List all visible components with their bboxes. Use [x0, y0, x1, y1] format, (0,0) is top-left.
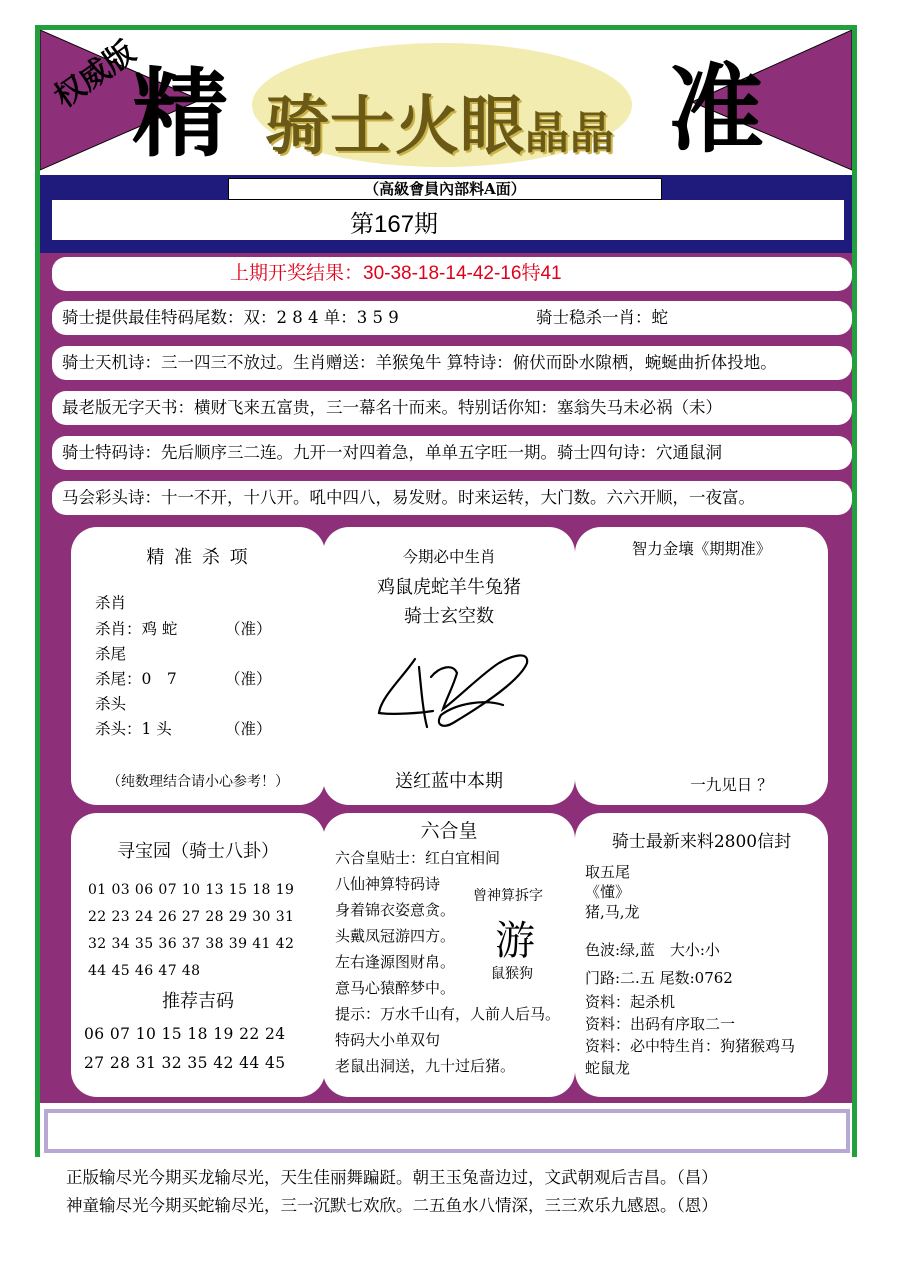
content-area — [40, 253, 852, 1103]
kill-tail-value: 杀尾：0 7 — [95, 670, 177, 688]
title-small: 晶晶 — [525, 108, 615, 159]
tail-tip-text: 骑士提供最佳特码尾数：双：2 8 4 单：3 5 9 — [62, 308, 399, 327]
liuhe-line-5: 左右逢源图财帛。 — [335, 953, 456, 971]
liuhe-line-1: 六合皇贴士：红白宜相间 — [335, 849, 501, 867]
left-big-char: 精 — [132, 57, 228, 170]
footer-band — [40, 1103, 852, 1157]
liuhe-line-4: 头戴凤冠游四方。 — [335, 927, 456, 945]
liuhe-line-8: 特码大小单双句 — [335, 1031, 441, 1049]
letters-line-5: 色波:绿,蓝 大小:小 — [585, 941, 720, 959]
letters-title: 骑士最新来料2800信封 — [611, 832, 792, 852]
lucky-row-2: 27 28 31 32 35 42 44 45 — [84, 1054, 286, 1072]
wisdom-title: 智力金壤《期期准》 — [631, 540, 772, 558]
tail-tip-row — [52, 301, 852, 335]
poem-row-2: 最老版无字天书：横财飞来五富贵，三一幕名十而来。特别话你知：塞翁失马未必祸（未） — [52, 391, 852, 425]
kill-panel — [71, 527, 325, 805]
kill-one-text: 骑士稳杀一肖：蛇 — [536, 308, 668, 327]
letters-panel — [575, 813, 828, 1097]
letters-line-6: 门路:二.五 尾数:0762 — [585, 969, 733, 987]
liuhe-line-6: 意马心猿醉梦中。 — [335, 979, 456, 997]
footer-poem-2: 神童输尽光今期买蛇输尽光，三一沉默七欢欣。二五鱼水八情深，三三欢乐九感恩。（恩） — [66, 1196, 718, 1215]
poem-row-3: 骑士特码诗：先后顺序三二连。九开一对四着急，单单五字旺一期。骑士四句诗：穴通鼠洞 — [52, 436, 852, 470]
letters-line-3: 猪,马,龙 — [585, 903, 640, 921]
letters-line-10: 蛇鼠龙 — [585, 1059, 631, 1077]
kill-head-note: （准） — [225, 720, 272, 738]
liuhe-big-char: 游 — [495, 918, 535, 964]
liuhe-line-9: 老鼠出洞送，九十过后猪。 — [335, 1057, 516, 1075]
subtitle-box: （高級會員內部料A面） — [228, 178, 662, 200]
kill-tail-label: 杀尾 — [95, 645, 127, 663]
kill-panel-title: 精 准 杀 项 — [146, 547, 250, 568]
letters-line-1: 取五尾 — [585, 863, 631, 881]
header-banner — [40, 30, 852, 175]
liuhe-panel — [323, 813, 575, 1097]
treasure-title: 寻宝园（骑士八卦） — [117, 841, 279, 862]
last-result-row: 上期开奖结果：30-38-18-14-42-16特41 — [52, 257, 852, 291]
letters-line-2: 《懂》 — [585, 883, 631, 901]
treasure-row-3: 32 34 35 36 37 38 39 41 42 — [88, 936, 295, 952]
zodiac-panel — [323, 527, 575, 805]
wisdom-panel — [575, 527, 828, 805]
kill-zodiac-value: 杀肖：鸡 蛇 — [95, 620, 178, 638]
zodiac-bottom: 送红蓝中本期 — [395, 771, 503, 792]
liuhe-line-3: 身着锦衣姿意贪。 — [335, 901, 456, 919]
treasure-row-4: 44 45 46 47 48 — [88, 963, 201, 979]
poem-row-4: 马会彩头诗：十一不开，十八开。吼中四八，易发财。时来运转，大门数。六六开顺，一夜富。 — [52, 481, 852, 515]
kill-panel-note: （纯数理结合请小心参考！） — [107, 774, 289, 790]
treasure-row-2: 22 23 24 26 27 28 29 30 31 — [88, 909, 295, 925]
zodiac-list: 鸡鼠虎蛇羊牛兔猪 — [377, 577, 521, 598]
zodiac-title: 今期必中生肖 — [402, 548, 496, 566]
zodiac-subtitle: 骑士玄空数 — [404, 606, 494, 627]
treasure-row-1: 01 03 06 07 10 13 15 18 19 — [88, 882, 295, 898]
letters-line-7: 资料：起杀机 — [585, 993, 676, 1011]
right-big-char: 准 — [668, 53, 764, 166]
liuhe-line-7: 提示：万水千山有，人前人后马。 — [335, 1005, 561, 1023]
edition-label: 权威版 — [48, 34, 142, 116]
poem-row-1: 骑士天机诗：三一四三不放过。生肖赠送：羊猴兔牛 算特诗：俯伏而卧水隙栖，蜿蜒曲折体投地。 — [52, 346, 852, 380]
issue-number: 第167期 — [350, 211, 439, 238]
liuhe-title: 六合皇 — [420, 820, 478, 842]
footer-blank-box — [44, 1109, 850, 1153]
title-main: 骑士火眼 — [265, 89, 525, 164]
letters-line-9: 资料：必中特生肖：狗猪猴鸡马 — [585, 1037, 796, 1055]
lucky-title: 推荐吉码 — [162, 991, 234, 1012]
main-frame — [35, 25, 857, 1157]
kill-tail-note: （准） — [225, 670, 272, 688]
kill-head-value: 杀头：1 头 — [95, 720, 172, 738]
footer-poem-1: 正版输尽光今期买龙输尽光，天生佳丽舞蹁跹。朝王玉兔啬边过，文武朝观后吉昌。（昌） — [66, 1168, 718, 1187]
treasure-panel — [71, 813, 325, 1097]
liuhe-line-2: 八仙神算特码诗 — [335, 875, 441, 893]
liuhe-side-label: 曾神算拆字 — [473, 888, 543, 904]
page-title — [265, 75, 615, 167]
letters-line-8: 资料：出码有序取二一 — [585, 1015, 736, 1033]
kill-zodiac-label: 杀肖 — [95, 594, 127, 612]
lucky-row-1: 06 07 10 15 18 19 22 24 — [84, 1025, 286, 1043]
wisdom-bottom: 一九见日 ？ — [690, 776, 773, 794]
liuhe-side-bottom: 鼠猴狗 — [491, 966, 533, 982]
issue-box — [52, 200, 844, 240]
kill-head-label: 杀头 — [95, 695, 127, 713]
kill-zodiac-note: （准） — [225, 620, 272, 638]
signature-icon — [323, 527, 575, 805]
